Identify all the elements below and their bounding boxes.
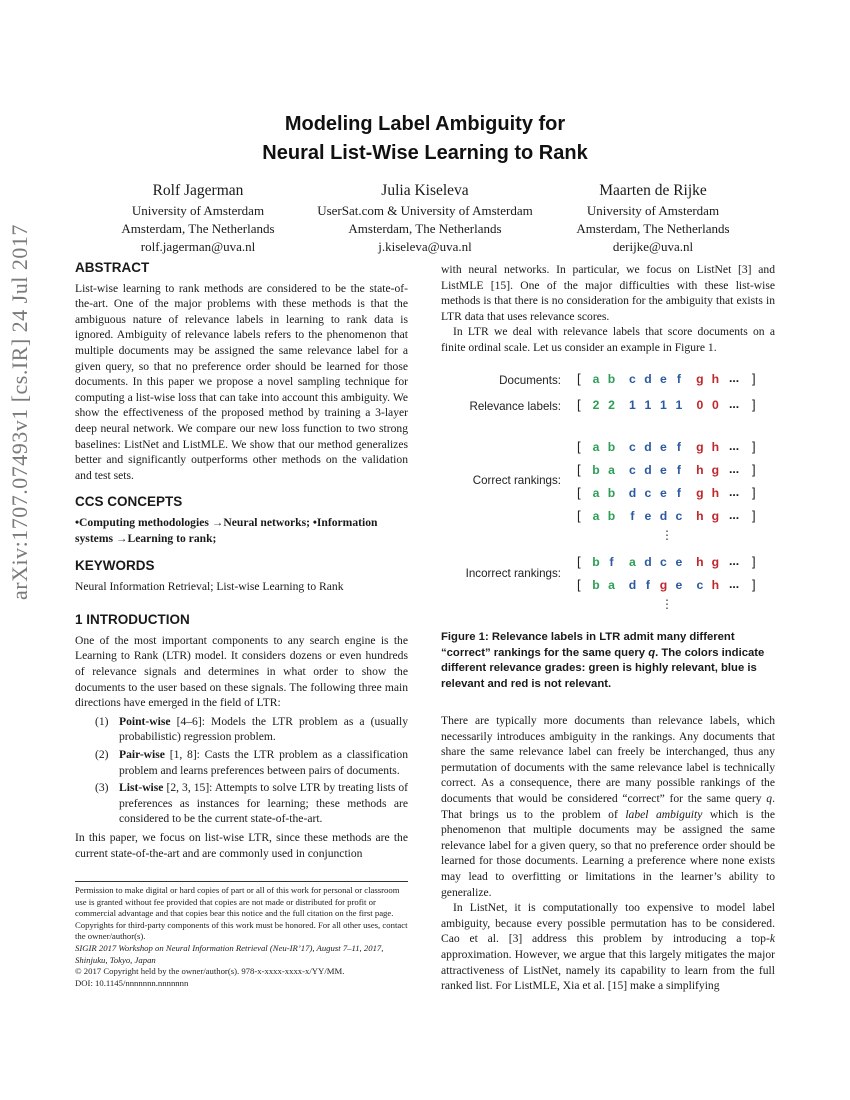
footnote-rule — [75, 881, 408, 882]
documents-row — [577, 372, 767, 391]
ccs-text: •Computing methodologies →Neural networks; •Information systems →Learning to rank; — [75, 515, 378, 545]
document-letter: d — [644, 463, 652, 477]
document-letter: h — [696, 555, 704, 569]
document-letter: e — [675, 555, 683, 569]
arxiv-id: arXiv:1707.07493v1 [cs.IR] 24 Jul 2017 — [7, 224, 32, 600]
relevance-label: Relevance labels: — [469, 400, 561, 413]
document-letter: f — [676, 372, 681, 386]
list-cite: [4–6]: — [170, 714, 212, 728]
author-name: Rolf Jagerman — [152, 182, 244, 199]
document-letter: g — [659, 578, 668, 592]
document-letter: d — [659, 509, 668, 523]
footnote — [75, 885, 408, 989]
ltr-directions-list — [75, 714, 408, 827]
open-bracket: [ — [577, 554, 581, 569]
ccs-heading: CCS CONCEPTS — [75, 494, 183, 510]
author-email[interactable]: derijke@uva.nl — [612, 239, 694, 254]
row-ellipsis: ... — [729, 577, 740, 591]
open-bracket: [ — [577, 371, 581, 386]
abstract-text: List-wise learning to rank methods are considered to be the state-of-the-art. One of the major problems with these methods is that the ambiguous nature of relevance labels in learning to rank data is ignored. Ambiguity of relevance labels refers to the phenomenon that multiple documents may be assigned the same relevance label for a given query, so that no preference order should be learned for those documents. In this paper we propose a novel sampling technique for computing a list-wise loss that can take into account this ambiguity. We show the effectiveness of the proposed method by training a 3-layer deep neural network. We compare our new loss function to two strong baselines: ListNet and ListMLE. We show that our method generalizes better and significantly outperforms other methods on the validation and test sets. — [75, 281, 408, 482]
relevance-grade: 1 — [675, 398, 683, 412]
open-bracket: [ — [577, 439, 581, 454]
document-letter: d — [644, 440, 652, 454]
row-ellipsis: ... — [729, 554, 740, 568]
author-name: Julia Kiseleva — [381, 182, 469, 199]
abstract-heading: ABSTRACT — [75, 260, 150, 275]
open-bracket: [ — [577, 462, 581, 477]
close-bracket: ] — [752, 462, 756, 477]
relevance-grade: 0 — [711, 398, 719, 412]
document-letter: e — [660, 372, 667, 386]
document-letter: e — [675, 578, 683, 592]
vertical-ellipsis: ⋮ — [661, 528, 673, 542]
row-ellipsis: ... — [729, 439, 740, 453]
vertical-ellipsis: ⋮ — [661, 597, 673, 611]
document-letter: a — [608, 578, 615, 592]
list-text: Models the LTR problem as a (usually probabilistic) regression problem. — [119, 714, 408, 744]
relevance-grade: 2 — [608, 398, 615, 412]
relevance-grade: 1 — [629, 398, 636, 412]
close-bracket: ] — [752, 439, 756, 454]
list-term: Pair-wise — [119, 748, 165, 762]
author-email[interactable]: j.kiseleva@uva.nl — [378, 239, 472, 254]
document-letter: e — [644, 509, 652, 523]
p3-text-b: . That brings us to the problem of — [441, 791, 775, 821]
list-text: Casts the LTR problem as a classification problem and learns preferences between pairs of documents. — [119, 748, 408, 777]
right-paragraph-4 — [441, 900, 775, 994]
row-ellipsis: ... — [729, 371, 740, 385]
correct-ranking-row — [577, 486, 767, 505]
correct-ranking-row — [577, 440, 767, 459]
author-name: Maarten de Rijke — [599, 182, 707, 199]
p4-k: k — [769, 932, 775, 946]
relevance-row — [577, 398, 767, 417]
title-line-1: Modeling Label Ambiguity for — [284, 113, 566, 135]
right-column-bottom — [441, 713, 775, 994]
document-letter: d — [628, 486, 637, 500]
document-letter: b — [592, 555, 600, 569]
list-cite: [1, 8]: — [164, 748, 205, 762]
document-letter: b — [607, 372, 616, 386]
document-letter: d — [628, 578, 637, 592]
document-letter: f — [609, 555, 614, 569]
relevance-grade: 2 — [592, 398, 600, 412]
document-letter: e — [660, 463, 667, 477]
intro-heading: 1 INTRODUCTION — [75, 612, 190, 628]
open-bracket: [ — [577, 577, 581, 592]
document-letter: b — [607, 440, 616, 454]
author-affiliation: UserSat.com & University of Amsterdam — [317, 203, 533, 218]
document-letter: g — [711, 509, 720, 523]
document-letter: b — [607, 509, 616, 523]
document-letter: c — [696, 578, 704, 592]
caption-query: q — [648, 646, 656, 659]
correct-ranking-row — [577, 463, 767, 482]
document-letter: g — [696, 486, 704, 500]
document-letter: g — [696, 440, 704, 454]
intro-paragraph-2: In this paper, we focus on list-wise LTR, since these methods are the current state-of-the-art and are commonly used in conjunction — [75, 831, 408, 860]
document-letter: h — [711, 440, 720, 454]
document-letter: f — [676, 463, 681, 477]
list-item — [95, 780, 408, 827]
document-letter: f — [676, 440, 681, 454]
list-term: List-wise — [119, 781, 164, 795]
row-ellipsis: ... — [729, 397, 740, 411]
open-bracket: [ — [577, 397, 581, 412]
p3-text-c: which is the phenomenon that multiple documents may be assigned the same relevance label for a given query, so that no preference order should be learned for those documents. Learning a preference where none exists may lead to overfitting or limitations in the learner’s ability to generalize. — [441, 807, 775, 899]
p3-emphasis: label ambiguity — [625, 807, 703, 821]
incorrect-ranking-row — [577, 555, 767, 574]
venue-note: SIGIR 2017 Workshop on Neural Information Retrieval (Neu-IR’17), August 7–11, 2017, Shinjuku, Tokyo, Japan — [75, 942, 384, 965]
list-number: (3) — [95, 781, 109, 795]
row-ellipsis: ... — [729, 508, 740, 522]
close-bracket: ] — [752, 485, 756, 500]
relevance-grade: 0 — [696, 398, 704, 412]
p4-text-b: approximation. However, we argue that this largely mitigates the major attractiveness of ListNet, namely its capability to learn from the full ranked list. For ListMLE, Xia et al. [15] make a simplifying — [441, 947, 775, 993]
document-letter: g — [711, 463, 720, 477]
document-letter: a — [592, 509, 600, 523]
list-item — [95, 714, 408, 745]
p3-text-a: There are typically more documents than relevance labels, which necessarily introduces ambiguity in the rankings. Any documents that share the same relevance label can freely be interchanged, thus any permutation of documents with the same relevance label is technically correct. As a consequence, there are many possible rankings of the documents that would be considered “correct” for the same query — [441, 714, 775, 805]
right-column-top — [441, 262, 775, 356]
close-bracket: ] — [752, 397, 756, 412]
author-affiliation: University of Amsterdam — [586, 203, 720, 218]
row-ellipsis: ... — [729, 485, 740, 499]
paper-title — [0, 110, 850, 168]
author-block-3 — [528, 180, 778, 256]
right-paragraph-1: with neural networks. In particular, we focus on ListNet [3] and ListMLE [15]. One of the major difficulties with these list-wise methods is that there is no consideration for the ambiguity that exists in LTR data that uses relevance scores. — [441, 263, 775, 323]
document-letter: c — [629, 372, 636, 386]
close-bracket: ] — [752, 554, 756, 569]
document-letter: g — [711, 555, 720, 569]
list-item — [95, 747, 408, 778]
list-number: (2) — [95, 748, 109, 762]
correct-rankings-label: Correct rankings: — [472, 474, 561, 487]
p4-text-a: In ListNet, it is computationally too expensive to model label ambiguity, because every possible permutation has to be considered. Cao et al. [3] address this problem by introducing a top- — [441, 901, 775, 946]
document-letter: h — [711, 578, 720, 592]
relevance-grade: 1 — [660, 398, 667, 412]
doi-note: DOI: 10.1145/nnnnnnn.nnnnnnn — [75, 977, 189, 988]
document-letter: c — [660, 555, 667, 569]
list-number: (1) — [95, 714, 109, 728]
intro-paragraph-1: One of the most important components to any search engine is the Learning to Rank (LTR) model. It considers dozens or even hundreds of relevance signals and determines in what order to show the documents to the user based on these signals. The following three main directions have emerged in the field of LTR: — [75, 633, 408, 710]
document-letter: f — [645, 578, 650, 592]
close-bracket: ] — [752, 577, 756, 592]
document-letter: c — [644, 486, 652, 500]
row-ellipsis: ... — [729, 462, 740, 476]
document-letter: e — [660, 440, 667, 454]
document-letter: a — [592, 486, 600, 500]
document-letter: c — [629, 440, 636, 454]
keywords-heading: KEYWORDS — [75, 558, 155, 574]
list-term: Point-wise — [119, 714, 171, 728]
author-affiliation: University of Amsterdam — [131, 203, 265, 218]
document-letter: c — [629, 463, 636, 477]
document-letter: e — [660, 486, 667, 500]
right-paragraph-3 — [441, 713, 775, 900]
document-letter: h — [711, 372, 720, 386]
author-block-1 — [73, 180, 323, 256]
relevance-grade: 1 — [644, 398, 652, 412]
document-letter: g — [696, 372, 704, 386]
document-letter: b — [592, 463, 600, 477]
author-location: Amsterdam, The Netherlands — [121, 221, 275, 236]
list-cite: [2, 3, 15]: — [163, 781, 215, 795]
author-block-2 — [300, 180, 550, 256]
close-bracket: ] — [752, 508, 756, 523]
document-letter: d — [644, 372, 652, 386]
document-letter: b — [607, 486, 616, 500]
correct-ranking-row — [577, 509, 767, 528]
document-letter: f — [676, 486, 681, 500]
title-line-2: Neural List-Wise Learning to Rank — [262, 142, 588, 164]
copyright-note: © 2017 Copyright held by the owner/author(s). 978-x-xxxx-xxxx-x/YY/MM. — [75, 966, 345, 977]
document-letter: h — [696, 463, 704, 477]
figure-1 — [441, 370, 775, 620]
author-location: Amsterdam, The Netherlands — [576, 221, 730, 236]
document-letter: c — [675, 509, 683, 523]
document-letter: d — [644, 555, 652, 569]
incorrect-rankings-label: Incorrect rankings: — [465, 567, 561, 580]
p3-query: q — [766, 791, 773, 805]
caption-text-a: Figure 1: Relevance labels in LTR admit many different “correct” rankings for the same query — [441, 631, 735, 659]
incorrect-ranking-row — [577, 578, 767, 597]
document-letter: b — [592, 578, 600, 592]
figure-caption — [441, 630, 775, 692]
keywords-text: Neural Information Retrieval; List-wise Learning to Rank — [75, 579, 344, 593]
document-letter: f — [630, 509, 635, 523]
document-letter: a — [608, 463, 615, 477]
author-email[interactable]: rolf.jagerman@uva.nl — [140, 239, 256, 254]
open-bracket: [ — [577, 485, 581, 500]
document-letter: a — [592, 372, 600, 386]
document-letter: a — [629, 555, 636, 569]
caption-text-b: . The colors indicate different relevance grades: green is highly relevant, blue is relevant and red is not relevant. — [441, 646, 765, 690]
open-bracket: [ — [577, 508, 581, 523]
documents-label: Documents: — [499, 374, 561, 387]
close-bracket: ] — [752, 371, 756, 386]
left-column — [75, 260, 408, 861]
author-location: Amsterdam, The Netherlands — [348, 221, 502, 236]
document-letter: a — [592, 440, 600, 454]
permission-notice: Permission to make digital or hard copies of part or all of this work for personal or classroom use is granted without fee provided that copies are not made or distributed for profit or commercial advantage and that copies bear this notice and the full citation on the first page. Copyrights for third-party components of this work must be honored. For all other uses, contact the owner/author(s). — [75, 885, 408, 942]
list-text: Attempts to solve LTR by treating lists of preferences as instances for learning; these methods are considered to be the current state-of-the-art. — [119, 781, 409, 826]
right-paragraph-2: In LTR we deal with relevance labels that score documents on a finite ordinal scale. Let us consider an example in Figure 1. — [441, 325, 775, 354]
document-letter: h — [711, 486, 720, 500]
document-letter: h — [696, 509, 704, 523]
